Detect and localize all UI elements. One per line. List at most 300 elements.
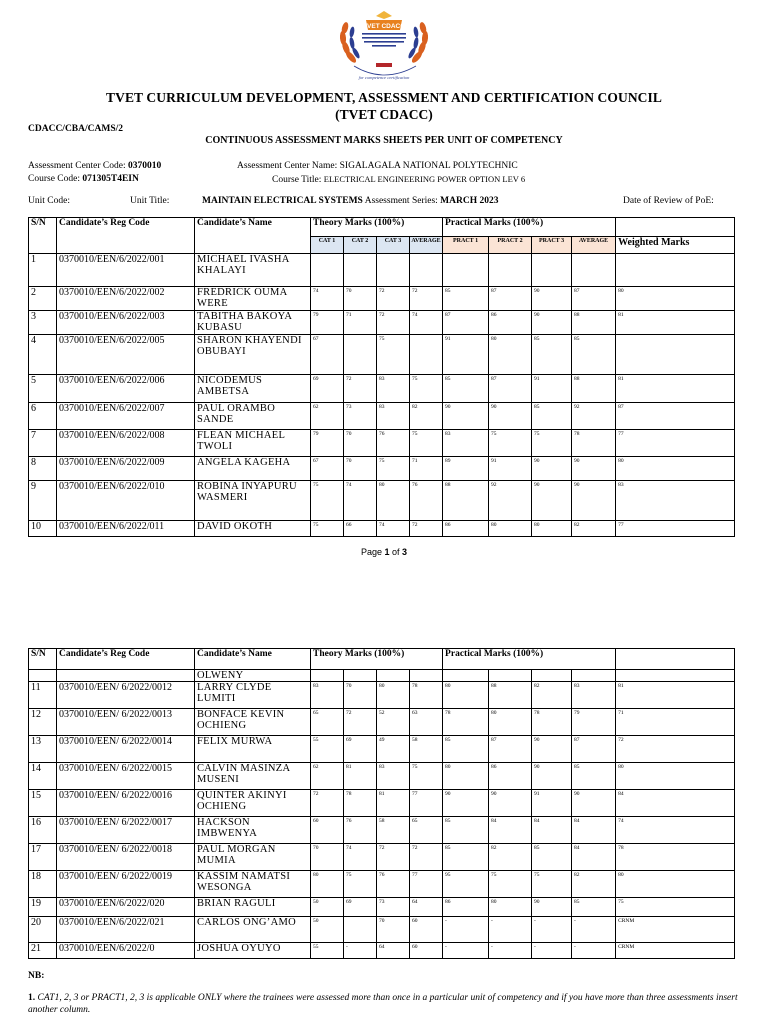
pract1-cell: - bbox=[443, 943, 489, 959]
table-row bbox=[29, 335, 735, 375]
pract3-cell: 91 bbox=[532, 790, 572, 817]
document-reference: CDACC/CBA/CAMS/2 bbox=[28, 124, 123, 134]
theory-average-cell: 58 bbox=[410, 736, 443, 763]
practical-average-cell: 84 bbox=[572, 844, 616, 871]
note-text: CAT1, 2, 3 or PRACT1, 2, 3 is applicable ONLY where the trainees were assessed more than once in a particular unit of competency and if you have more than three assessments insert another column. bbox=[28, 993, 738, 1015]
candidate-name-cell: PAUL ORAMBO SANDE bbox=[195, 403, 311, 430]
weighted-header-spacer-p2 bbox=[616, 649, 735, 670]
candidate-name-cell: LARRY CLYDE LUMITI bbox=[195, 682, 311, 709]
reg-code-cell: 0370010/EEN/ 6/2022/0019 bbox=[57, 871, 195, 898]
page-total: 3 bbox=[402, 547, 408, 557]
candidate-name-cell: KASSIM NAMATSI WESONGA bbox=[195, 871, 311, 898]
cat2-cell: 70 bbox=[344, 457, 377, 481]
sn-cell: 19 bbox=[29, 898, 57, 917]
reg-code-cell: 0370010/EEN/6/2022/002 bbox=[57, 287, 195, 311]
cat1-cell: 60 bbox=[311, 817, 344, 844]
weighted-marks-cell: 83 bbox=[616, 481, 735, 521]
cat1-cell: 72 bbox=[311, 790, 344, 817]
center-code-field bbox=[28, 161, 161, 171]
cat3-cell: 73 bbox=[377, 898, 410, 917]
sn-cell: 12 bbox=[29, 709, 57, 736]
practical-average-cell: 92 bbox=[572, 403, 616, 430]
pract3-cell: 90 bbox=[532, 481, 572, 521]
pract2-cell: 80 bbox=[489, 898, 532, 917]
weighted-marks-cell: 77 bbox=[616, 430, 735, 457]
theory-average-cell: 74 bbox=[410, 311, 443, 335]
pract1-cell: 85 bbox=[443, 287, 489, 311]
theory-average-cell: 72 bbox=[410, 844, 443, 871]
candidate-name-cell: JOSHUA OYUYO bbox=[195, 943, 311, 959]
sn-cell: 6 bbox=[29, 403, 57, 430]
pract2-cell: 84 bbox=[489, 817, 532, 844]
cat3-cell: 70 bbox=[377, 917, 410, 943]
cat2-cell: 73 bbox=[344, 403, 377, 430]
table-row bbox=[29, 898, 735, 917]
candidate-name-cell: BONFACE KEVIN OCHIENG bbox=[195, 709, 311, 736]
cat1-cell: 65 bbox=[311, 709, 344, 736]
carry-over-blank-cell bbox=[572, 670, 616, 682]
weighted-marks-cell: 78 bbox=[616, 844, 735, 871]
table-row bbox=[29, 375, 735, 403]
reg-code-cell: 0370010/EEN/ 6/2022/0013 bbox=[57, 709, 195, 736]
pract2-cell: 80 bbox=[489, 709, 532, 736]
theory-average-cell bbox=[410, 335, 443, 375]
practical-average-cell: 88 bbox=[572, 311, 616, 335]
carry-over-blank-cell bbox=[29, 670, 57, 682]
cat2-cell: 78 bbox=[344, 790, 377, 817]
cat1-cell: 79 bbox=[311, 430, 344, 457]
pract3-cell: 78 bbox=[532, 709, 572, 736]
pract2-cell: 87 bbox=[489, 736, 532, 763]
table-row bbox=[29, 790, 735, 817]
theory-average-cell: 72 bbox=[410, 521, 443, 537]
center-name-field bbox=[237, 161, 518, 171]
unit-title-value: MAINTAIN ELECTRICAL SYSTEMS bbox=[202, 196, 363, 206]
cat2-cell: 66 bbox=[344, 521, 377, 537]
pract2-cell: 90 bbox=[489, 403, 532, 430]
candidate-name-cell: QUINTER AKINYI OCHIENG bbox=[195, 790, 311, 817]
pract3-cell: 80 bbox=[532, 521, 572, 537]
cat3-cell: 49 bbox=[377, 736, 410, 763]
cat2-cell: 72 bbox=[344, 709, 377, 736]
reg-code-cell: 0370010/EEN/ 6/2022/0017 bbox=[57, 817, 195, 844]
pract2-cell: 75 bbox=[489, 430, 532, 457]
candidate-name-cell: FLEAN MICHAEL TWOLI bbox=[195, 430, 311, 457]
cat2-cell: - bbox=[344, 943, 377, 959]
cat3-header: CAT 3 bbox=[377, 237, 410, 254]
practical-marks-header: Practical Marks (100%) bbox=[443, 218, 616, 237]
sn-cell: 1 bbox=[29, 254, 57, 287]
practical-average-cell: 87 bbox=[572, 287, 616, 311]
table-row bbox=[29, 311, 735, 335]
pract3-cell: - bbox=[532, 917, 572, 943]
unit-title-field bbox=[130, 196, 169, 206]
cat2-cell bbox=[344, 335, 377, 375]
review-date-label: Date of Review of PoE: bbox=[623, 196, 714, 206]
practical-average-cell: 79 bbox=[572, 709, 616, 736]
cat3-cell: 58 bbox=[377, 817, 410, 844]
footer-note bbox=[28, 992, 748, 1016]
pract1-cell: 85 bbox=[443, 817, 489, 844]
pract1-cell: 80 bbox=[443, 682, 489, 709]
reg-code-cell: 0370010/EEN/6/2022/001 bbox=[57, 254, 195, 287]
table-row bbox=[29, 481, 735, 521]
pract1-cell: 85 bbox=[443, 844, 489, 871]
reg-code-cell: 0370010/EEN/ 6/2022/0016 bbox=[57, 790, 195, 817]
cat3-cell: 81 bbox=[377, 790, 410, 817]
practical-average-cell: 78 bbox=[572, 430, 616, 457]
pract3-cell: 90 bbox=[532, 898, 572, 917]
table-row bbox=[29, 682, 735, 709]
sn-cell: 15 bbox=[29, 790, 57, 817]
table-row bbox=[29, 709, 735, 736]
carry-over-blank-cell bbox=[344, 670, 377, 682]
review-date-field bbox=[623, 196, 714, 206]
cat3-cell: 64 bbox=[377, 943, 410, 959]
pract1-cell: 85 bbox=[443, 736, 489, 763]
reg-code-cell: 0370010/EEN/6/2022/005 bbox=[57, 335, 195, 375]
theory-average-cell: 60 bbox=[410, 943, 443, 959]
table-row bbox=[29, 817, 735, 844]
center-code-value: 0370010 bbox=[128, 161, 162, 171]
practical-marks-header-p2: Practical Marks (100%) bbox=[443, 649, 616, 670]
candidate-name-cell: HACKSON IMBWENYA bbox=[195, 817, 311, 844]
unit-title-value-field bbox=[202, 196, 499, 206]
pract2-cell: 90 bbox=[489, 790, 532, 817]
reg-code-cell: 0370010/EEN/6/2022/011 bbox=[57, 521, 195, 537]
marks-table-page2 bbox=[28, 648, 735, 959]
pract2-cell: 82 bbox=[489, 844, 532, 871]
pract1-cell: 83 bbox=[443, 430, 489, 457]
practical-average-cell bbox=[572, 254, 616, 287]
sn-cell: 16 bbox=[29, 817, 57, 844]
cat2-cell bbox=[344, 917, 377, 943]
sn-cell: 5 bbox=[29, 375, 57, 403]
cat1-cell: 55 bbox=[311, 943, 344, 959]
theory-average-cell: 82 bbox=[410, 403, 443, 430]
marks-table-page1 bbox=[28, 217, 735, 537]
weighted-marks-cell: 71 bbox=[616, 709, 735, 736]
cat3-cell: 76 bbox=[377, 430, 410, 457]
cat2-cell: 75 bbox=[344, 871, 377, 898]
series-label: Assessment Series: bbox=[364, 196, 438, 206]
sn-cell: 9 bbox=[29, 481, 57, 521]
sn-cell: 17 bbox=[29, 844, 57, 871]
pract2-cell: 88 bbox=[489, 682, 532, 709]
cat3-cell: 72 bbox=[377, 287, 410, 311]
pract3-cell: - bbox=[532, 943, 572, 959]
weighted-marks-cell: 81 bbox=[616, 682, 735, 709]
tvet-cdacc-logo-icon bbox=[332, 8, 436, 82]
unit-code-field bbox=[28, 196, 70, 206]
cat3-cell: 80 bbox=[377, 682, 410, 709]
course-title-label: Course Title: bbox=[272, 175, 322, 185]
carry-over-blank-cell bbox=[489, 670, 532, 682]
pract1-cell: 80 bbox=[443, 763, 489, 790]
cat2-cell: 81 bbox=[344, 763, 377, 790]
pract3-cell: 91 bbox=[532, 375, 572, 403]
reg-code-cell: 0370010/EEN/6/2022/008 bbox=[57, 430, 195, 457]
candidate-name-cell: PAUL MORGAN MUMIA bbox=[195, 844, 311, 871]
theory-average-cell: 75 bbox=[410, 430, 443, 457]
nb-label: NB: bbox=[28, 971, 45, 981]
cat2-cell: 76 bbox=[344, 817, 377, 844]
cat1-cell: 67 bbox=[311, 335, 344, 375]
cat3-cell: 83 bbox=[377, 403, 410, 430]
svg-text:TVET CDACC: TVET CDACC bbox=[363, 23, 405, 30]
candidate-name-cell: CARLOS ONG’AMO bbox=[195, 917, 311, 943]
cat1-cell: 74 bbox=[311, 287, 344, 311]
pract3-cell: 85 bbox=[532, 844, 572, 871]
pract2-cell: 87 bbox=[489, 287, 532, 311]
practical-average-cell: 82 bbox=[572, 521, 616, 537]
practical-average-cell: 82 bbox=[572, 871, 616, 898]
table-row bbox=[29, 943, 735, 959]
candidate-name-cell: ANGELA KAGEHA bbox=[195, 457, 311, 481]
pract1-cell: 95 bbox=[443, 871, 489, 898]
cat2-cell: 72 bbox=[344, 375, 377, 403]
cat3-cell bbox=[377, 254, 410, 287]
cat1-cell: 70 bbox=[311, 844, 344, 871]
weighted-marks-cell: 87 bbox=[616, 403, 735, 430]
pract2-cell: 80 bbox=[489, 335, 532, 375]
weighted-marks-cell: CRNM bbox=[616, 917, 735, 943]
carry-over-blank-cell bbox=[311, 670, 344, 682]
reg-code-cell: 0370010/EEN/ 6/2022/0014 bbox=[57, 736, 195, 763]
theory-average-cell: 71 bbox=[410, 457, 443, 481]
practical-average-cell: 85 bbox=[572, 335, 616, 375]
course-code-value: 071305T4EIN bbox=[82, 174, 139, 184]
table-row bbox=[29, 844, 735, 871]
sn-cell: 20 bbox=[29, 917, 57, 943]
candidate-name-cell: NICODEMUS AMBETSA bbox=[195, 375, 311, 403]
sn-cell: 14 bbox=[29, 763, 57, 790]
candidate-name-cell: DAVID OKOTH bbox=[195, 521, 311, 537]
theory-average-cell: 75 bbox=[410, 375, 443, 403]
pract3-cell: 90 bbox=[532, 311, 572, 335]
table-row bbox=[29, 871, 735, 898]
pract2-cell: 86 bbox=[489, 763, 532, 790]
center-code-label: Assessment Center Code: bbox=[28, 161, 126, 171]
reg-code-cell: 0370010/EEN/6/2022/009 bbox=[57, 457, 195, 481]
weighted-marks-cell: 72 bbox=[616, 736, 735, 763]
page-number bbox=[0, 547, 768, 557]
cat2-cell: 70 bbox=[344, 287, 377, 311]
sn-cell: 21 bbox=[29, 943, 57, 959]
reg-code-cell: 0370010/EEN/6/2022/007 bbox=[57, 403, 195, 430]
cat2-cell: 71 bbox=[344, 311, 377, 335]
pract1-cell: 86 bbox=[443, 898, 489, 917]
cat2-cell: 70 bbox=[344, 682, 377, 709]
table-row bbox=[29, 763, 735, 790]
reg-code-cell: 0370010/EEN/6/2022/003 bbox=[57, 311, 195, 335]
pract2-cell: 75 bbox=[489, 871, 532, 898]
theory-marks-header: Theory Marks (100%) bbox=[311, 218, 443, 237]
theory-marks-header-p2: Theory Marks (100%) bbox=[311, 649, 443, 670]
council-title: TVET CURRICULUM DEVELOPMENT, ASSESSMENT AND CERTIFICATION COUNCIL bbox=[106, 90, 662, 105]
table-row bbox=[29, 287, 735, 311]
weighted-marks-cell: 84 bbox=[616, 790, 735, 817]
cat1-header: CAT 1 bbox=[311, 237, 344, 254]
pract1-cell: 87 bbox=[443, 311, 489, 335]
practical-average-header: AVERAGE bbox=[572, 237, 616, 254]
reg-code-cell: 0370010/EEN/6/2022/021 bbox=[57, 917, 195, 943]
cat1-cell: 50 bbox=[311, 898, 344, 917]
theory-average-header: AVERAGE bbox=[410, 237, 443, 254]
series-value: MARCH 2023 bbox=[440, 196, 499, 206]
theory-average-cell: 64 bbox=[410, 898, 443, 917]
pract3-cell: 75 bbox=[532, 871, 572, 898]
reg-code-cell: 0370010/EEN/ 6/2022/0015 bbox=[57, 763, 195, 790]
reg-code-cell: 0370010/EEN/6/2022/010 bbox=[57, 481, 195, 521]
sn-cell: 4 bbox=[29, 335, 57, 375]
cat2-cell: 70 bbox=[344, 430, 377, 457]
cat3-cell: 83 bbox=[377, 763, 410, 790]
pract3-cell bbox=[532, 254, 572, 287]
reg-code-cell: 0370010/EEN/6/2022/0 bbox=[57, 943, 195, 959]
cat2-cell bbox=[344, 254, 377, 287]
pract2-cell: 87 bbox=[489, 375, 532, 403]
candidate-name-header-p2: Candidate’s Name bbox=[195, 649, 311, 670]
reg-code-header-p2: Candidate’s Reg Code bbox=[57, 649, 195, 670]
sn-cell: 18 bbox=[29, 871, 57, 898]
note-number: 1. bbox=[28, 993, 36, 1003]
pract1-header: PRACT 1 bbox=[443, 237, 489, 254]
weighted-header-spacer bbox=[616, 218, 735, 237]
candidate-name-header: Candidate’s Name bbox=[195, 218, 311, 254]
cat2-cell: 69 bbox=[344, 736, 377, 763]
pract1-cell: 90 bbox=[443, 790, 489, 817]
page-of: of bbox=[392, 547, 400, 557]
table-row bbox=[29, 457, 735, 481]
cat1-cell: 67 bbox=[311, 457, 344, 481]
candidate-name-cell: MICHAEL IVASHA KHALAYI bbox=[195, 254, 311, 287]
page-prefix: Page bbox=[360, 547, 382, 557]
pract2-cell bbox=[489, 254, 532, 287]
course-code-label: Course Code: bbox=[28, 174, 80, 184]
pract3-cell: 75 bbox=[532, 430, 572, 457]
cat2-cell: 69 bbox=[344, 898, 377, 917]
weighted-marks-cell: CRNM bbox=[616, 943, 735, 959]
weighted-marks-cell: 80 bbox=[616, 287, 735, 311]
pract2-cell: 86 bbox=[489, 311, 532, 335]
cat2-cell: 74 bbox=[344, 844, 377, 871]
practical-average-cell: 85 bbox=[572, 898, 616, 917]
pract3-cell: 90 bbox=[532, 763, 572, 790]
pract1-cell: 91 bbox=[443, 335, 489, 375]
weighted-marks-cell: 81 bbox=[616, 311, 735, 335]
pract1-cell: 85 bbox=[443, 375, 489, 403]
svg-text:for competence certification: for competence certification bbox=[358, 75, 410, 80]
cat1-cell: 83 bbox=[311, 682, 344, 709]
carry-over-blank-cell bbox=[410, 670, 443, 682]
candidate-name-cell: TABITHA BAKOYA KUBASU bbox=[195, 311, 311, 335]
cat1-cell: 75 bbox=[311, 481, 344, 521]
practical-average-cell: 87 bbox=[572, 736, 616, 763]
council-acronym: (TVET CDACC) bbox=[335, 107, 433, 122]
cat1-cell: 79 bbox=[311, 311, 344, 335]
course-title-value: ELECTRICAL ENGINEERING POWER OPTION LEV 6 bbox=[323, 174, 526, 184]
sn-cell: 7 bbox=[29, 430, 57, 457]
sn-cell: 8 bbox=[29, 457, 57, 481]
pract2-cell: 91 bbox=[489, 457, 532, 481]
sn-cell: 10 bbox=[29, 521, 57, 537]
practical-average-cell: 90 bbox=[572, 790, 616, 817]
sn-header-p2: S/N bbox=[29, 649, 57, 670]
cat3-cell: 72 bbox=[377, 311, 410, 335]
carry-over-row bbox=[29, 670, 735, 682]
weighted-marks-cell: 80 bbox=[616, 457, 735, 481]
carry-over-blank-cell bbox=[443, 670, 489, 682]
candidate-name-cell: SHARON KHAYENDI OBUBAYI bbox=[195, 335, 311, 375]
pract2-cell: - bbox=[489, 943, 532, 959]
pract3-cell: 84 bbox=[532, 817, 572, 844]
unit-code-label: Unit Code: bbox=[28, 196, 70, 206]
reg-code-cell: 0370010/EEN/ 6/2022/0018 bbox=[57, 844, 195, 871]
document-subtitle: CONTINUOUS ASSESSMENT MARKS SHEETS PER UNIT OF COMPETENCY bbox=[205, 135, 563, 146]
sn-cell: 3 bbox=[29, 311, 57, 335]
sn-header: S/N bbox=[29, 218, 57, 254]
practical-average-cell: 90 bbox=[572, 481, 616, 521]
reg-code-cell: 0370010/EEN/6/2022/020 bbox=[57, 898, 195, 917]
theory-average-cell: 65 bbox=[410, 817, 443, 844]
pract1-cell: 88 bbox=[443, 481, 489, 521]
theory-average-cell: 76 bbox=[410, 481, 443, 521]
unit-title-label: Unit Title: bbox=[130, 196, 170, 206]
pract1-cell: 90 bbox=[443, 403, 489, 430]
reg-code-cell: 0370010/EEN/6/2022/006 bbox=[57, 375, 195, 403]
pract3-cell: 90 bbox=[532, 287, 572, 311]
pract1-cell: 78 bbox=[443, 709, 489, 736]
weighted-marks-cell: 75 bbox=[616, 898, 735, 917]
reg-code-cell: 0370010/EEN/ 6/2022/0012 bbox=[57, 682, 195, 709]
theory-average-cell: 60 bbox=[410, 917, 443, 943]
pract1-cell: 89 bbox=[443, 457, 489, 481]
weighted-marks-cell bbox=[616, 335, 735, 375]
theory-average-cell: 72 bbox=[410, 287, 443, 311]
carry-over-blank-cell bbox=[532, 670, 572, 682]
table-row bbox=[29, 430, 735, 457]
sn-cell: 11 bbox=[29, 682, 57, 709]
cat3-cell: 74 bbox=[377, 521, 410, 537]
pract3-cell: 85 bbox=[532, 403, 572, 430]
cat2-cell: 74 bbox=[344, 481, 377, 521]
pract3-cell: 82 bbox=[532, 682, 572, 709]
course-title-field bbox=[272, 174, 525, 185]
weighted-marks-header: Weighted Marks bbox=[616, 237, 735, 254]
theory-average-cell: 78 bbox=[410, 682, 443, 709]
practical-average-cell: 90 bbox=[572, 457, 616, 481]
cat3-cell: 76 bbox=[377, 871, 410, 898]
table-row bbox=[29, 917, 735, 943]
carry-over-blank-cell bbox=[616, 670, 735, 682]
cat3-cell: 72 bbox=[377, 844, 410, 871]
weighted-marks-cell: 81 bbox=[616, 375, 735, 403]
weighted-marks-cell: 74 bbox=[616, 817, 735, 844]
cat1-cell: 75 bbox=[311, 521, 344, 537]
candidate-name-cell: CALVIN MASINZA MUSENI bbox=[195, 763, 311, 790]
cat3-cell: 75 bbox=[377, 457, 410, 481]
weighted-marks-cell: 77 bbox=[616, 521, 735, 537]
candidate-name-cell: FREDRICK OUMA WERE bbox=[195, 287, 311, 311]
theory-average-cell bbox=[410, 254, 443, 287]
candidate-name-cell: FELIX MURWA bbox=[195, 736, 311, 763]
table-row bbox=[29, 254, 735, 287]
weighted-marks-cell: 80 bbox=[616, 871, 735, 898]
cat3-cell: 75 bbox=[377, 335, 410, 375]
carry-over-blank-cell bbox=[377, 670, 410, 682]
practical-average-cell: 85 bbox=[572, 763, 616, 790]
